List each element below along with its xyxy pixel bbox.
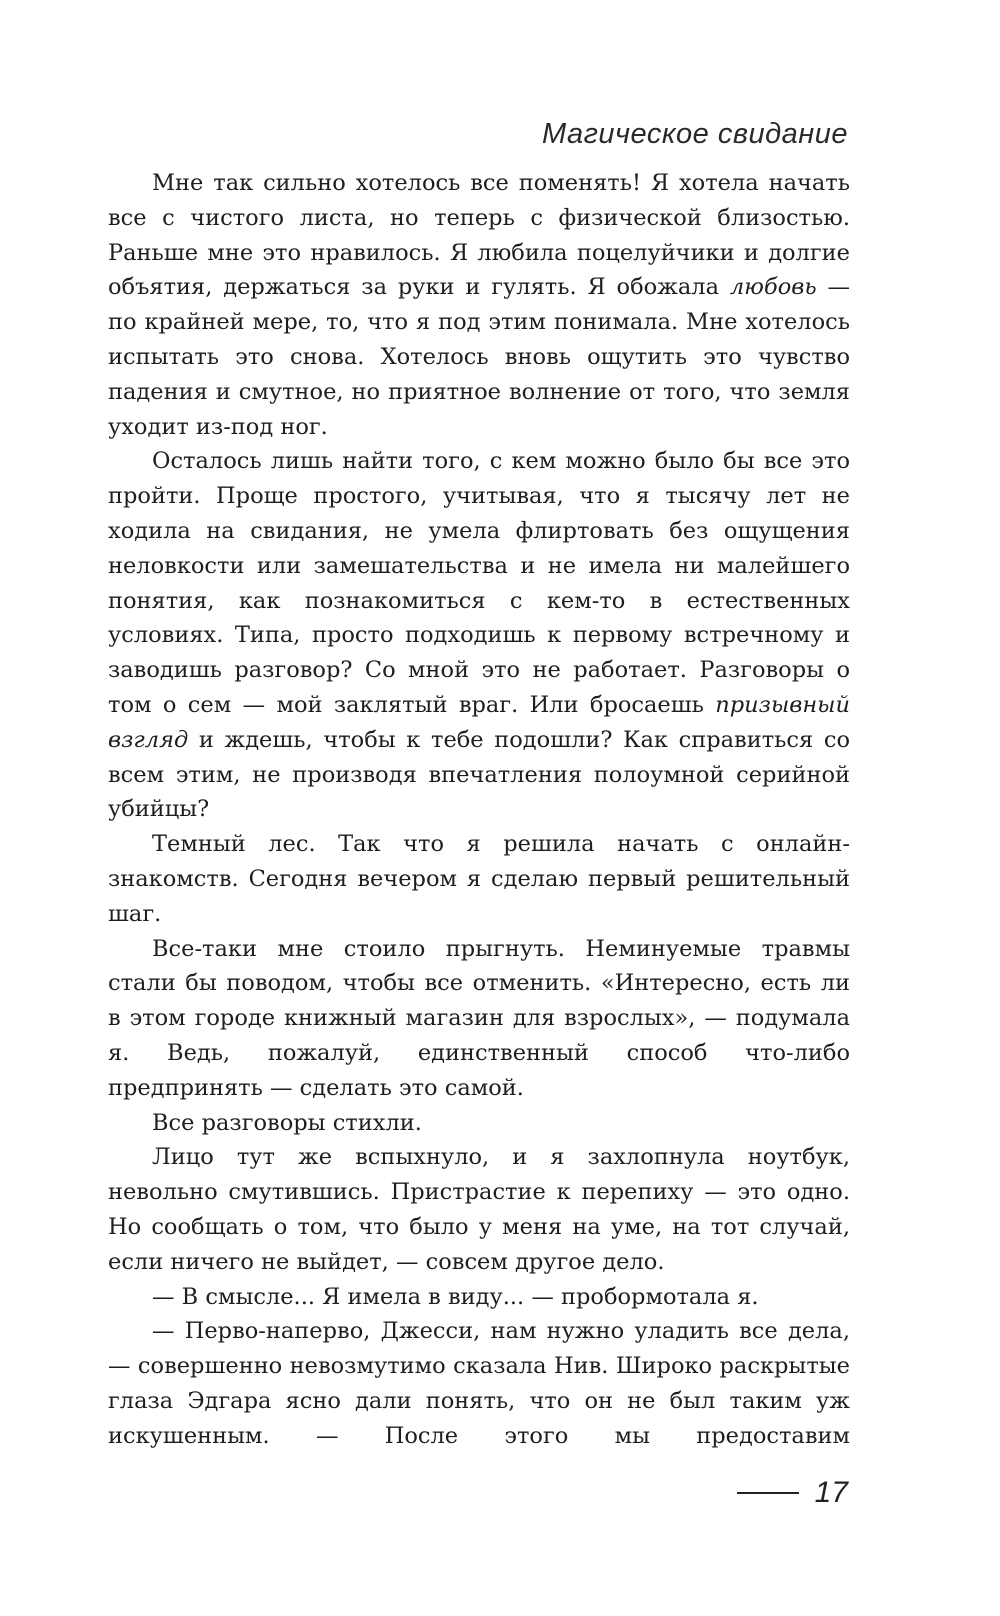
footer-rule <box>737 1492 799 1494</box>
body-text <box>108 166 850 1453</box>
paragraph <box>108 444 850 827</box>
italic-text-segment: призывный взгляд <box>108 691 850 753</box>
text-segment: Все-таки мне стоило прыгнуть. Неминуемые травмы стали бы поводом, чтобы все отменить. «Интересно, есть ли в этом городе книжный магазин для взрослых», — подумала я. Ведь, пожалуй, единственный способ что-либо предпринять — сделать это самой. <box>108 935 850 1101</box>
text-segment: — В смысле... Я имела в виду... — пробормотала я. <box>152 1283 759 1310</box>
paragraph <box>108 1280 850 1315</box>
text-segment: Осталось лишь найти того, с кем можно было бы все это пройти. Проще простого, учитывая, что я тысячу лет не ходила на свидания, не умела флиртовать без ощущения неловкости или замешательства и не имела ни малейшего понятия, как познакомиться с кем-то в естественных условиях. Типа, просто подходишь к первому встречному и заводишь разговор? Со мной это не работает. Разговоры о том о сем — мой заклятый враг. Или бросаешь <box>108 448 850 718</box>
paragraph <box>108 1140 850 1279</box>
paragraph <box>108 166 850 444</box>
text-segment: Темный лес. Так что я решила начать с онлайн-знакомств. Сегодня вечером я сделаю первый решительный шаг. <box>108 831 850 927</box>
page-footer <box>737 1476 848 1510</box>
italic-text-segment: любовь <box>729 274 817 301</box>
paragraph <box>108 932 850 1106</box>
text-segment: — Перво-наперво, Джесси, нам нужно уладить все дела, — совершенно невозмутимо сказала Нив. Широко раскрытые глаза Эдгара ясно дали понять, что он не был таким уж искушенным. — После этого мы предоставим <box>108 1318 850 1449</box>
paragraph <box>108 1314 850 1453</box>
text-segment: Мне так сильно хотелось все поменять! Я хотела начать все с чистого листа, но теперь с физической близостью. Раньше мне это нравилось. Я любила поцелуйчики и долгие объятия, держаться за руки и гулять. Я обожала <box>108 170 850 301</box>
page-number: 17 <box>814 1476 848 1509</box>
paragraph <box>108 827 850 931</box>
text-segment: Все разговоры стихли. <box>152 1109 422 1136</box>
text-segment: — по крайней мере, то, что я под этим понимала. Мне хотелось испытать это снова. Хотелось вновь ощутить это чувство падения и смутное, но приятное волнение от того, что земля уходит из-под ног. <box>108 274 850 440</box>
text-segment: и ждешь, чтобы к тебе подошли? Как справиться со всем этим, не производя впечатления полоумной серийной убийцы? <box>108 726 850 823</box>
paragraph <box>108 1106 850 1141</box>
running-head: Магическое свидание <box>542 118 848 150</box>
text-segment: Лицо тут же вспыхнуло, и я захлопнула ноутбук, невольно смутившись. Пристрастие к перепиху — это одно. Но сообщать о том, что было у меня на уме, на тот случай, если ничего не выйдет, — совсем другое дело. <box>108 1144 850 1275</box>
